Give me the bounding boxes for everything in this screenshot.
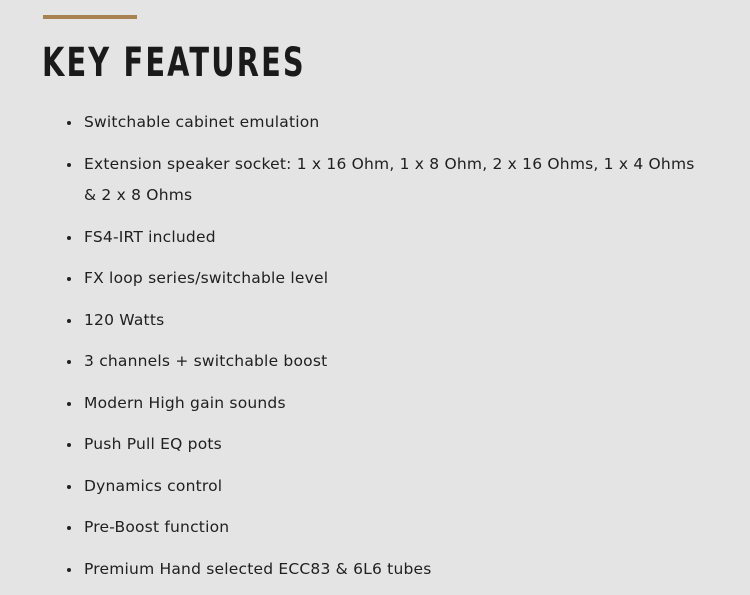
feature-item — [62, 346, 702, 378]
bullet-icon — [67, 121, 71, 125]
feature-text: Premium Hand selected ECC83 & 6L6 tubes — [84, 559, 432, 578]
bullet-icon — [67, 526, 71, 530]
feature-text: FX loop series/switchable level — [84, 269, 329, 287]
feature-item — [62, 512, 702, 544]
feature-item — [62, 471, 702, 503]
bullet-icon — [67, 402, 71, 406]
feature-item — [62, 305, 702, 337]
feature-text: Push Pull EQ pots — [84, 435, 222, 453]
bullet-icon — [67, 360, 71, 364]
feature-list — [62, 107, 702, 595]
heading-accent-bar — [43, 15, 137, 19]
feature-item — [62, 429, 702, 461]
bullet-icon — [67, 319, 71, 323]
feature-item — [62, 263, 702, 295]
feature-text: Switchable cabinet emulation — [84, 113, 320, 131]
feature-item — [62, 554, 702, 586]
feature-text: Dynamics control — [84, 476, 223, 495]
feature-text: 3 channels + switchable boost — [84, 352, 328, 370]
feature-item — [62, 149, 702, 212]
feature-item — [62, 222, 702, 254]
feature-text: Pre-Boost function — [84, 518, 230, 536]
bullet-icon — [67, 443, 71, 447]
bullet-icon — [67, 568, 71, 572]
section-heading: KEY FEATURES — [42, 40, 306, 86]
feature-text: Modern High gain sounds — [84, 393, 286, 412]
feature-item — [62, 107, 702, 139]
feature-item — [62, 388, 702, 420]
feature-text: FS4-IRT included — [84, 227, 216, 246]
bullet-icon — [67, 277, 71, 281]
feature-text: Extension speaker socket: 1 x 16 Ohm, 1 x 8 Ohm, 2 x 16 Ohms, 1 x 4 Ohms & 2 x 8 Ohms — [84, 154, 695, 204]
bullet-icon — [67, 485, 71, 489]
bullet-icon — [67, 163, 71, 167]
feature-text: 120 Watts — [84, 310, 165, 329]
bullet-icon — [67, 236, 71, 240]
